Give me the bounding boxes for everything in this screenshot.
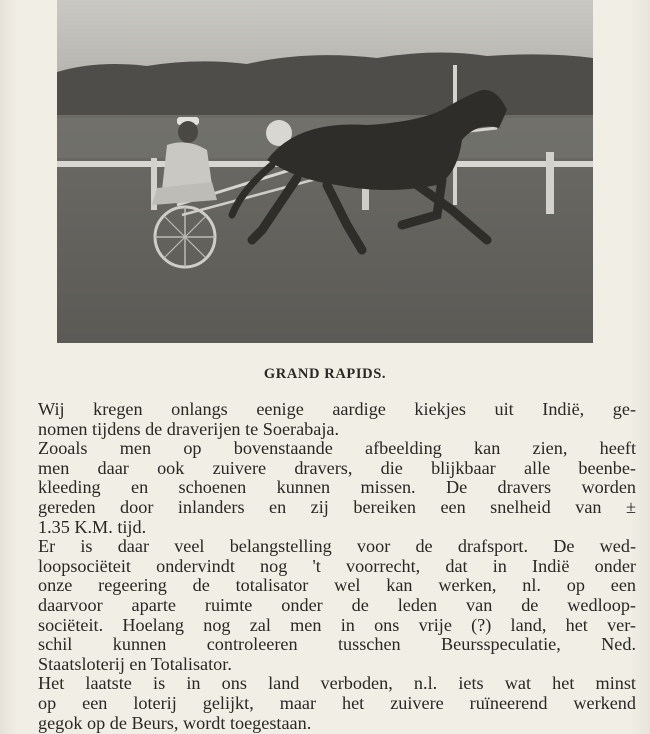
article-line: nomen tijdens de draverijen te Soerabaja. xyxy=(38,418,339,439)
article-line: schil kunnen controleeren tusschen Beursspeculatie, Ned. xyxy=(38,634,636,655)
harness-racing-photo xyxy=(57,0,593,343)
article-line: loopsociëteit ondervindt nog 't voorrecht, dat in Indië onder xyxy=(38,555,636,576)
article-line: Zooals men op bovenstaande afbeelding kan zien, heeft xyxy=(38,438,636,459)
article-line: daarvoor aparte ruimte onder de leden van de wedloop- xyxy=(38,594,636,615)
article-line: 1.35 K.M. tijd. xyxy=(38,516,147,537)
article-line: op een loterij gelijkt, maar het zuivere ruïneerend werkend xyxy=(38,692,636,713)
article-line: Wij kregen onlangs eenige aardige kiekjes uit Indië, ge- xyxy=(38,399,636,419)
article-body xyxy=(38,400,636,733)
article-line: Er is daar veel belangstelling voor de drafsport. De wed- xyxy=(38,536,636,557)
article-line: gereden door inlanders en zij bereiken een snelheid van ± xyxy=(38,496,636,517)
photo-illustration xyxy=(57,0,593,343)
article-line: men daar ook zuivere dravers, die blijkbaar alle beenbe- xyxy=(38,457,636,478)
article-line: onze regeering de totalisator wel kan werken, nl. op een xyxy=(38,575,636,596)
article-line: Het laatste is in ons land verboden, n.l. iets wat het minst xyxy=(38,673,636,694)
photo-caption: GRAND RAPIDS. xyxy=(263,366,387,382)
article-line: sociëteit. Hoelang nog zal men in ons vrije (?) land, het ver- xyxy=(38,614,636,635)
article-line: Staatsloterij en Totalisator. xyxy=(38,653,232,674)
article-line: gegok op de Beurs, wordt toegestaan. xyxy=(38,712,312,733)
article-line: kleeding en schoenen kunnen missen. De dravers worden xyxy=(38,477,636,498)
